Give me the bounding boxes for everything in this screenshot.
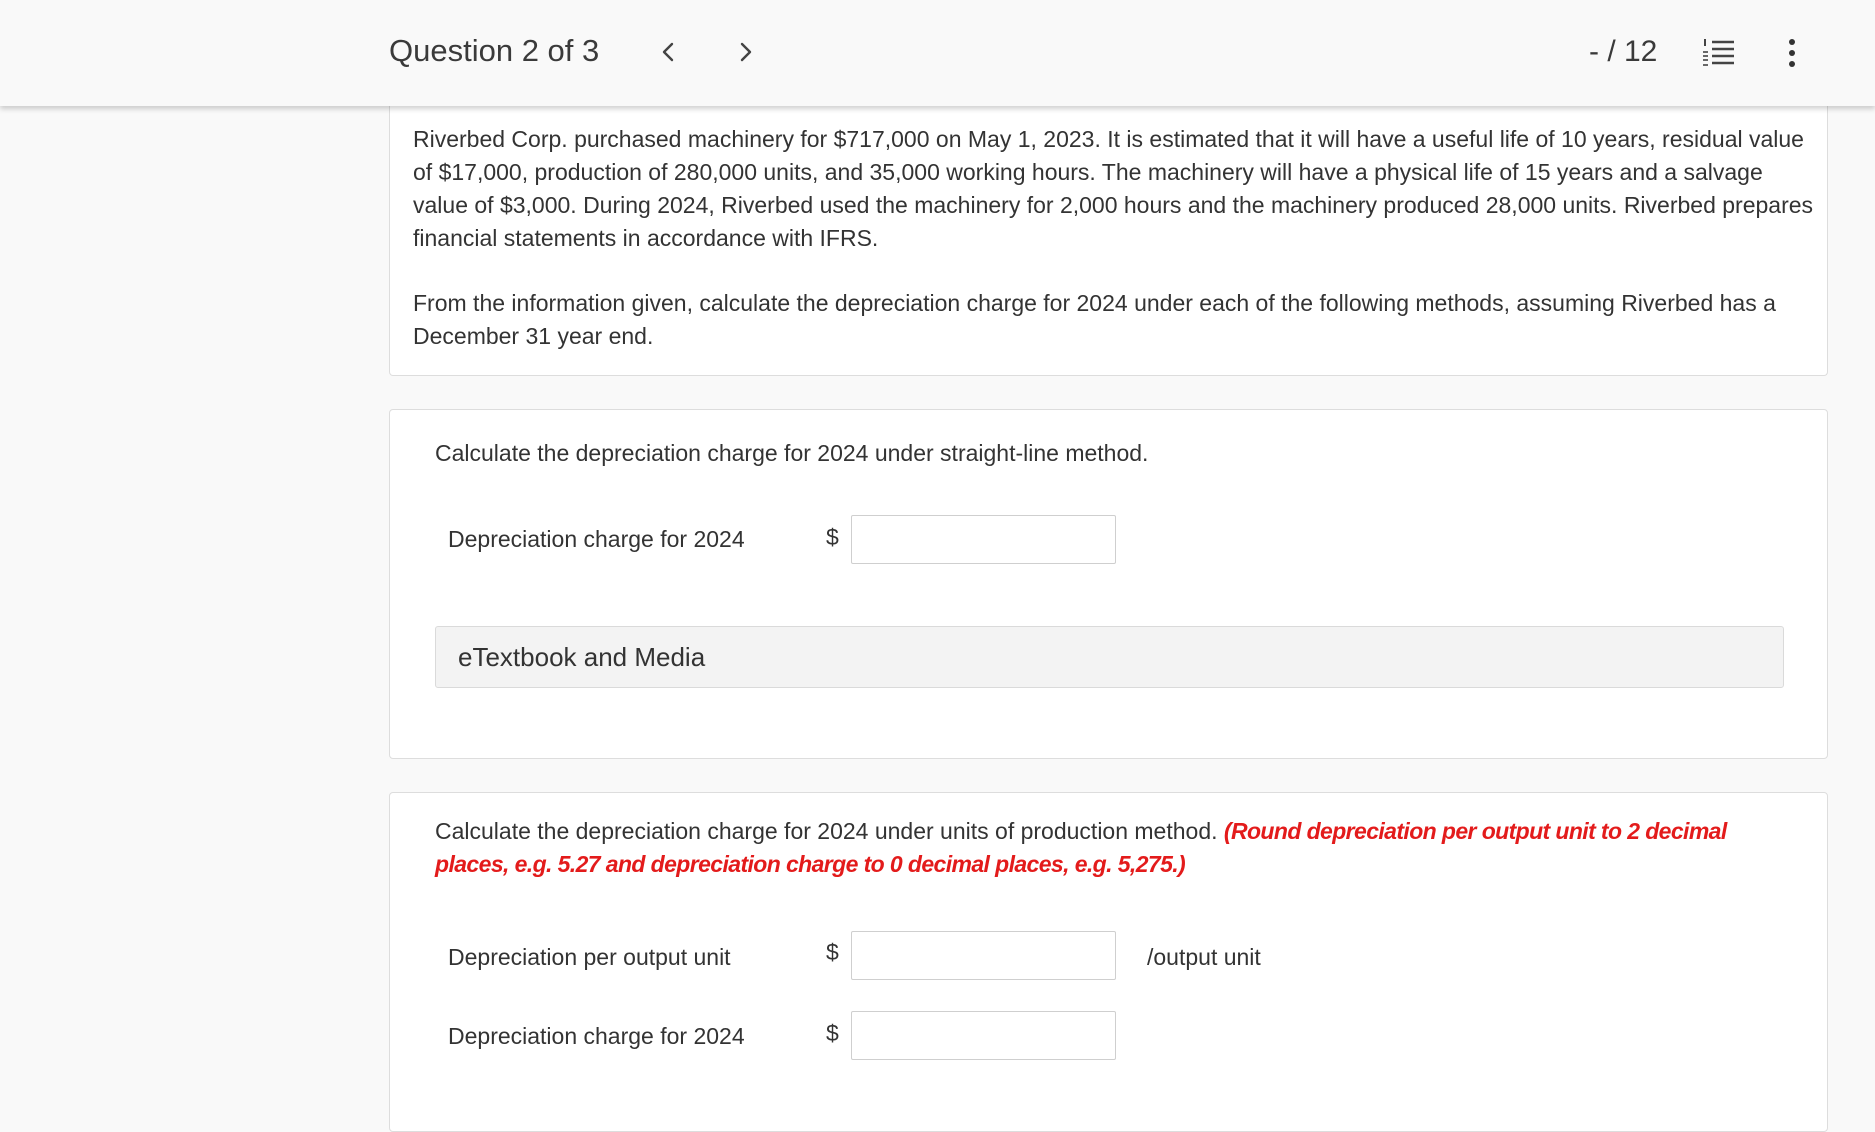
straight-line-part	[389, 409, 1828, 759]
depreciation-per-unit-label: Depreciation per output unit	[448, 944, 731, 970]
straight-line-title: Calculate the depreciation charge for 2024 under straight-line method.	[435, 440, 1149, 466]
straight-line-charge-input[interactable]	[851, 515, 1116, 564]
chevron-left-icon	[661, 42, 675, 62]
chevron-right-icon	[739, 42, 753, 62]
etextbook-media-label: eTextbook and Media	[458, 642, 706, 672]
question-intro-card	[389, 92, 1828, 376]
previous-question-button[interactable]	[652, 36, 684, 68]
units-of-production-title	[435, 815, 1795, 881]
currency-symbol: $	[826, 524, 839, 550]
depreciation-charge-label: Depreciation charge for 2024	[448, 526, 745, 552]
etextbook-media-toggle[interactable]	[435, 626, 1784, 688]
units-of-production-part	[389, 792, 1828, 1132]
currency-symbol: $	[826, 939, 839, 965]
question-list-button[interactable]	[1702, 37, 1736, 69]
more-options-button[interactable]	[1780, 37, 1804, 69]
rounding-instructions: (Round depreciation per output unit to 2 decimal places, e.g. 5.27 and depreciation charge to 0 decimal places, e.g. 5,275.)	[435, 818, 1727, 877]
output-unit-suffix: /output unit	[1147, 944, 1261, 970]
units-of-production-question: Calculate the depreciation charge for 2024 under units of production method.	[435, 818, 1218, 844]
depreciation-per-unit-input[interactable]	[851, 931, 1116, 980]
depreciation-charge-label: Depreciation charge for 2024	[448, 1023, 745, 1049]
more-vertical-icon	[1780, 37, 1804, 69]
question-counter: Question 2 of 3	[389, 33, 600, 68]
question-score: - / 12	[1589, 35, 1658, 68]
numbered-list-icon	[1702, 37, 1736, 69]
question-header	[0, 0, 1875, 106]
question-instructions: From the information given, calculate the depreciation charge for 2024 under each of the following methods, assuming Riverbed has a December 31 year end.	[413, 290, 1776, 349]
problem-statement: Riverbed Corp. purchased machinery for $717,000 on May 1, 2023. It is estimated that it will have a useful life of 10 years, residual value of $17,000, production of 280,000 units, and 35,000 working hours. The machinery will have a physical life of 15 years and a salvage value of $3,000. During 2024, Riverbed used the machinery for 2,000 hours and the machinery produced 28,000 units. Riverbed prepares financial statements in accordance with IFRS.	[413, 126, 1814, 251]
units-of-production-charge-input[interactable]	[851, 1011, 1116, 1060]
next-question-button[interactable]	[730, 36, 762, 68]
currency-symbol: $	[826, 1020, 839, 1046]
